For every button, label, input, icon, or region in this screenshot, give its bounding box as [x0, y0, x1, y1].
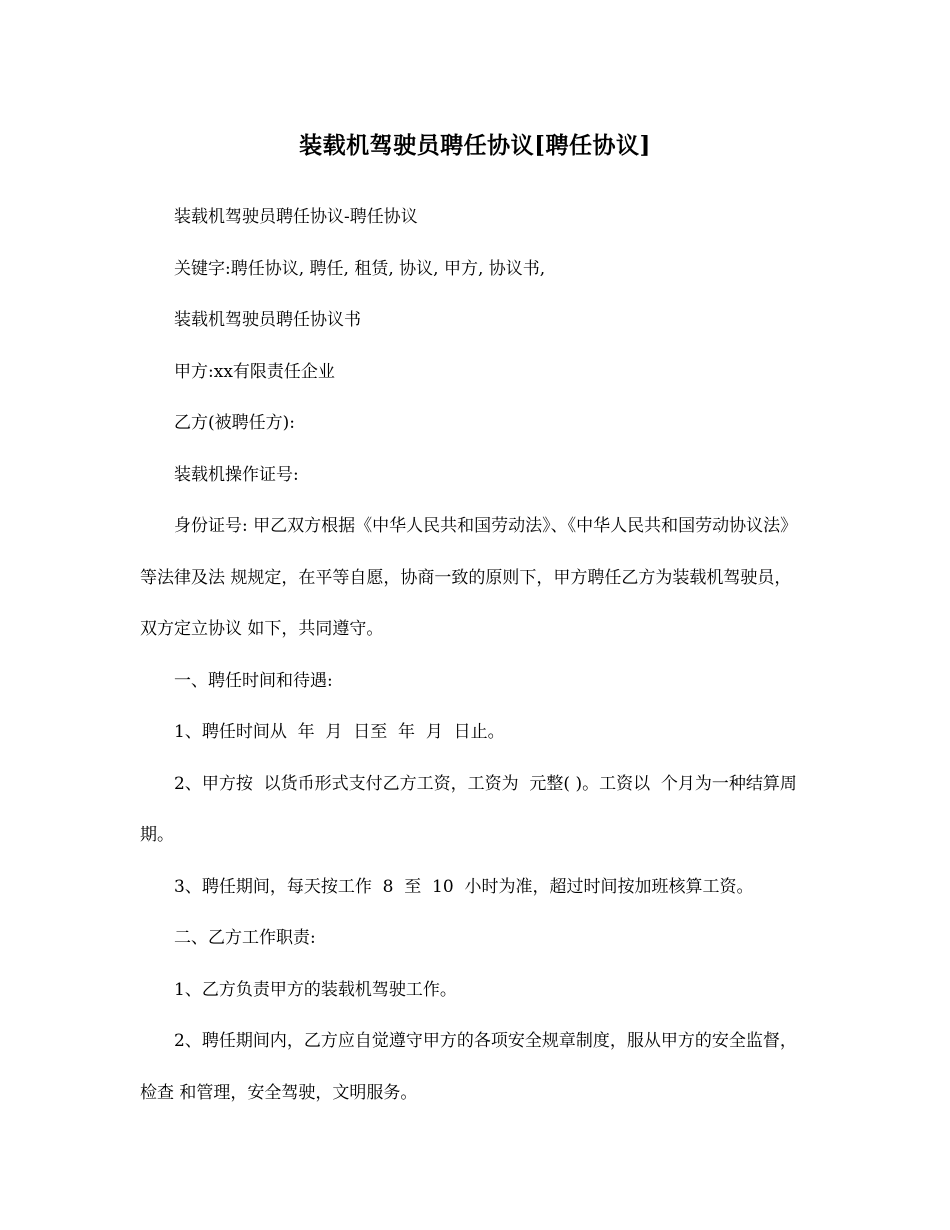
document-body: [140, 192, 805, 1119]
section-two-heading: 二、乙方工作职责:: [174, 928, 316, 948]
clause-2-1: 1、乙方负责甲方的装载机驾驶工作。: [174, 979, 457, 1000]
section-one-heading: 一、聘任时间和待遇:: [174, 670, 333, 691]
agreement-heading-paragraph: 装载机驾驶员聘任协议书: [174, 310, 361, 330]
subtitle-paragraph: 装载机驾驶员聘任协议-聘任协议: [174, 207, 418, 227]
clause-1-2: 2、甲方按 以货币形式支付乙方工资，工资为 元整( )。工资以 个月为一种结算周期。: [140, 773, 797, 845]
operator-license-paragraph: 装载机操作证号:: [174, 464, 299, 485]
id-number-preamble-paragraph: 身份证号: 甲乙双方根据《中华人民共和国劳动法》、《中华人民共和国劳动协议法》等法律及法 规规定，在平等自愿，协商一致的原则下，甲方聘任乙方为装载机驾驶员，双方定立协议 如下，共同遵守。: [140, 516, 798, 639]
clause-1-1: 1、聘任时间从 年 月 日至 年 月 日止。: [174, 722, 505, 742]
party-b-paragraph: 乙方(被聘任方):: [174, 413, 295, 433]
clause-1-3: 3、聘任期间，每天按工作 8 至 10 小时为准，超过时间按加班核算工资。: [174, 876, 754, 897]
clause-2-2: 2、聘任期间内，乙方应自觉遵守甲方的各项安全规章制度，服从甲方的安全监督，检查 和管理，安全驾驶，文明服务。: [140, 1031, 797, 1103]
party-a-paragraph: 甲方:xx有限责任企业: [174, 361, 335, 382]
document-title: 装载机驾驶员聘任协议[聘任协议]: [299, 132, 651, 159]
keywords-paragraph: 关键字:聘任协议, 聘任, 租赁, 协议, 甲方, 协议书,: [174, 258, 546, 279]
